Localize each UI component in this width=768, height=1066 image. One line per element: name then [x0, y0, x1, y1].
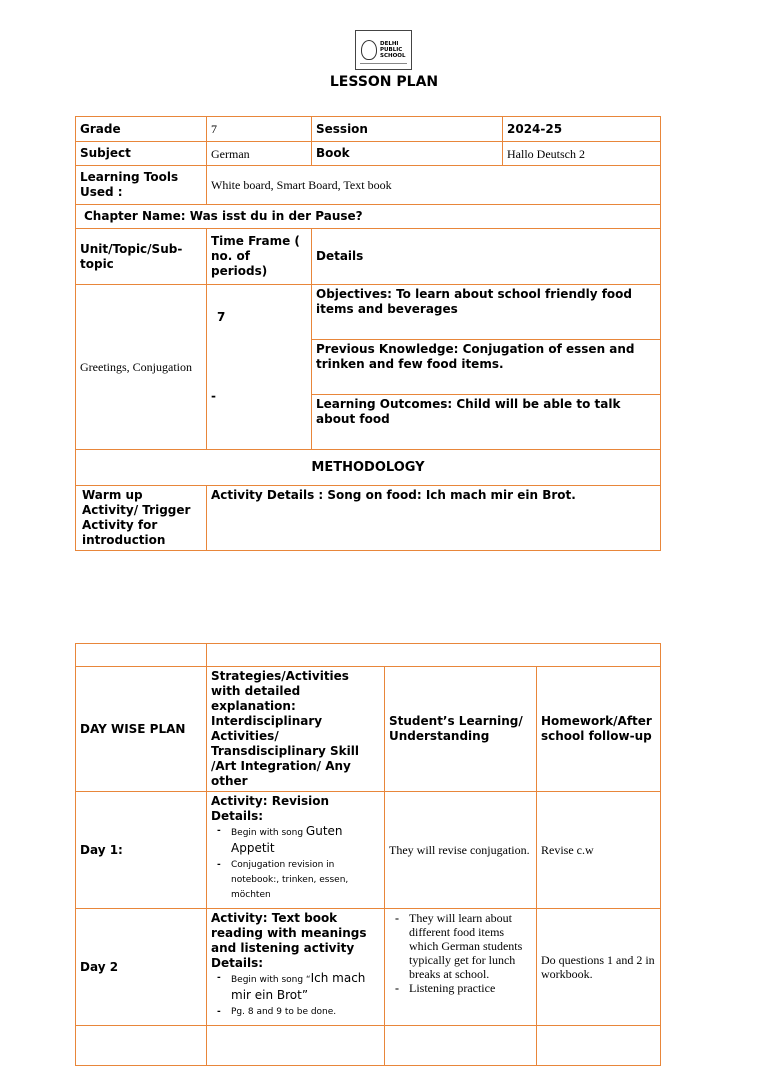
day-wise-plan-table	[75, 643, 661, 1066]
methodology-heading: METHODOLOGY	[76, 450, 661, 486]
topic-cell: Greetings, Conjugation	[76, 285, 207, 450]
logo-text: DELHI PUBLIC SCHOOL	[380, 41, 406, 59]
day1-item: - Begin with song Guten Appetit	[231, 824, 380, 858]
warmup-details: Activity Details : Song on food: Ich mach mir ein Brot.	[207, 486, 661, 551]
grade-label: Grade	[76, 117, 207, 142]
tools-value: White board, Smart Board, Text book	[207, 166, 661, 205]
homework-header: Homework/After school follow-up	[537, 667, 661, 792]
previous-knowledge-cell: Previous Knowledge: Conjugation of essen and trinken and few food items.	[312, 340, 661, 395]
session-value: 2024-25	[503, 117, 661, 142]
day2-learning	[385, 909, 537, 1026]
day2-activity-title: Activity: Text book reading with meanings and listening activity Details:	[211, 911, 367, 970]
time-frame-header: Time Frame ( no. of periods)	[207, 229, 312, 285]
day2-homework: Do questions 1 and 2 in workbook.	[537, 909, 661, 1026]
details-header: Details	[312, 229, 661, 285]
subject-label: Subject	[76, 142, 207, 166]
lesson-info-table	[75, 116, 661, 551]
strategies-header: Strategies/Activities with detailed explanation: Interdisciplinary Activities/ Transdisciplinary Skill /Art Integration/ Any other	[207, 667, 385, 792]
school-logo	[355, 30, 412, 70]
school-seal-icon	[361, 40, 377, 60]
unit-header: Unit/Topic/Sub-topic	[76, 229, 207, 285]
page-title: LESSON PLAN	[329, 74, 439, 90]
book-value: Hallo Deutsch 2	[503, 142, 661, 166]
learning-outcomes-cell: Learning Outcomes: Child will be able to talk about food	[312, 395, 661, 450]
chapter-name: Chapter Name: Was isst du in der Pause?	[76, 205, 661, 229]
periods-dash: -	[211, 389, 216, 403]
day-wise-plan-header: DAY WISE PLAN	[76, 667, 207, 792]
day1-activities	[207, 792, 385, 909]
day2-item: - Begin with song “Ich mach mir ein Brot”	[231, 971, 380, 1005]
periods-value: 7	[217, 310, 226, 324]
periods-cell	[207, 285, 312, 450]
objectives-cell: Objectives: To learn about school friendly food items and beverages	[312, 285, 661, 340]
day1-homework: Revise c.w	[537, 792, 661, 909]
day2-activities	[207, 909, 385, 1026]
day2-label: Day 2	[76, 909, 207, 1026]
day1-learning: They will revise conjugation.	[385, 792, 537, 909]
session-label: Session	[312, 117, 503, 142]
day1-activity-title: Activity: Revision Details:	[211, 794, 330, 823]
day1-label: Day 1:	[76, 792, 207, 909]
day2-learning-item: - They will learn about different food items which German students typically get for lunch breaks at school.	[409, 911, 532, 981]
book-label: Book	[312, 142, 503, 166]
warmup-label: Warm up Activity/ Trigger Activity for introduction	[76, 486, 207, 551]
learning-header: Student’s Learning/Understanding	[385, 667, 537, 792]
day2-item: - Pg. 8 and 9 to be done.	[231, 1005, 380, 1020]
subject-value: German	[207, 142, 312, 166]
grade-value: 7	[207, 117, 312, 142]
day1-item: - Conjugation revision in notebook:, trinken, essen, möchten	[231, 858, 380, 903]
tools-label: Learning Tools Used :	[76, 166, 207, 205]
day2-learning-item: - Listening practice	[409, 981, 532, 995]
